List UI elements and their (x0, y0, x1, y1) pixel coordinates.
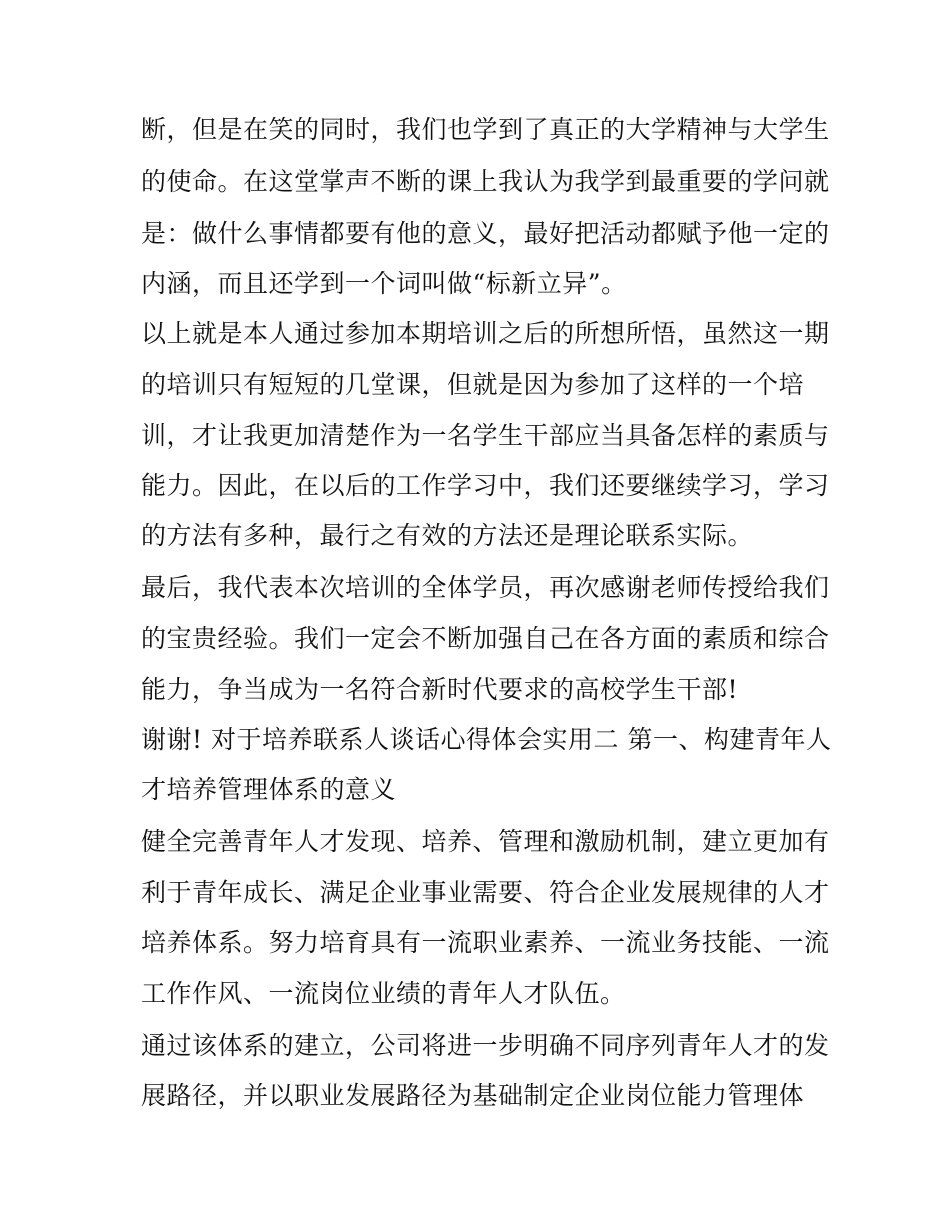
text-line: 展路径，并以职业发展路径为基础制定企业岗位能力管理体 (141, 1081, 805, 1110)
text-line: 培养体系。努力培育具有一流职业素养、一流业务技能、一流 (141, 928, 830, 957)
text-line: 工作作风、一流岗位业绩的青年人才队伍。 (141, 979, 626, 1008)
text-line: 的培训只有短短的几堂课，但就是因为参加了这样的一个培 (141, 370, 805, 399)
text-line: 最后，我代表本次培训的全体学员，再次感谢老师传授给我们 (141, 573, 830, 602)
text-line: 内涵，而且还学到一个词叫做“标新立异”。 (141, 269, 627, 298)
text-line: 健全完善青年人才发现、培养、管理和激励机制，建立更加有 (141, 827, 830, 856)
text-line: 利于青年成长、满足企业事业需要、符合企业发展规律的人才 (141, 878, 830, 907)
text-line: 的宝贵经验。我们一定会不断加强自己在各方面的素质和综合 (141, 624, 830, 653)
text-line: 通过该体系的建立，公司将进一步明确不同序列青年人才的发 (141, 1031, 830, 1060)
text-line: 谢谢! 对于培养联系人谈话心得体会实用二 第一、构建青年人 (141, 725, 832, 754)
text-line: 训，才让我更加清楚作为一名学生干部应当具备怎样的素质与 (141, 421, 830, 450)
text-line: 能力。因此，在以后的工作学习中，我们还要继续学习，学习 (141, 471, 830, 500)
text-line: 是：做什么事情都要有他的意义，最好把活动都赋予他一定的 (141, 219, 830, 248)
text-line: 的方法有多种，最行之有效的方法还是理论联系实际。 (141, 521, 754, 550)
text-line: 以上就是本人通过参加本期培训之后的所想所悟，虽然这一期 (141, 319, 830, 348)
text-line: 能力，争当成为一名符合新时代要求的高校学生干部! (141, 675, 739, 704)
text-line: 才培养管理体系的意义 (141, 775, 397, 804)
text-line: 断，但是在笑的同时，我们也学到了真正的大学精神与大学生 (141, 115, 830, 144)
text-line: 的使命。在这堂掌声不断的课上我认为我学到最重要的学问就 (141, 167, 830, 196)
